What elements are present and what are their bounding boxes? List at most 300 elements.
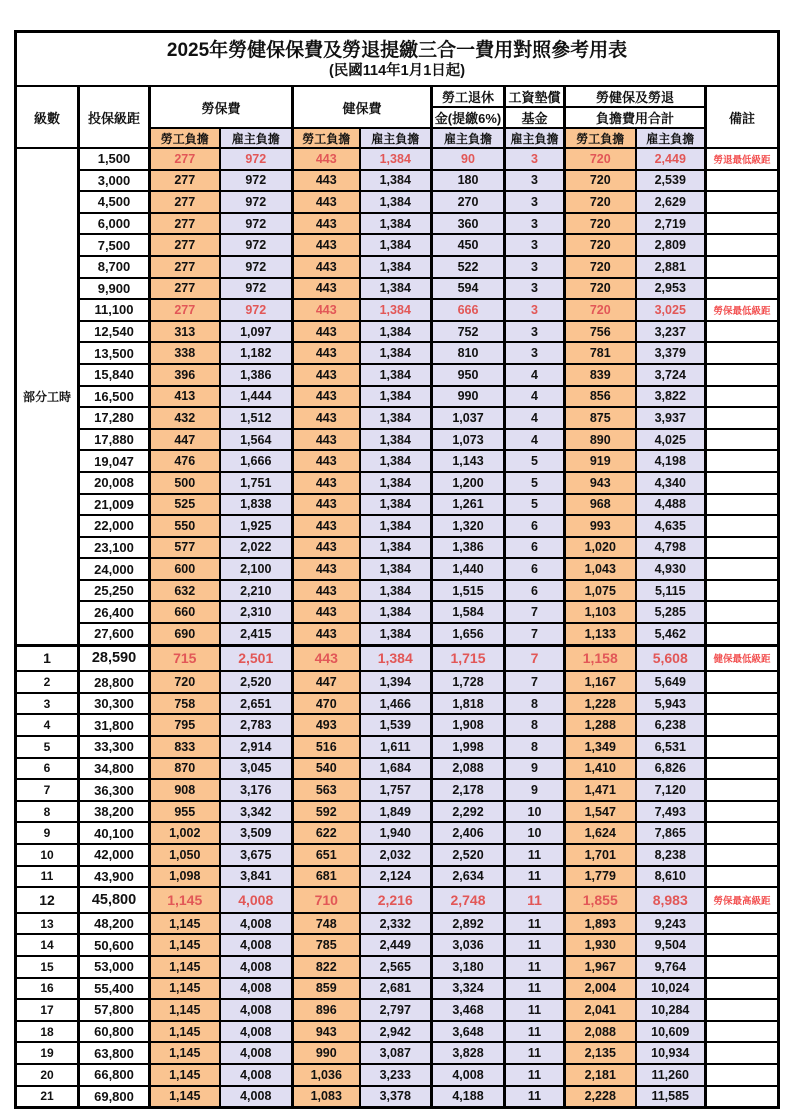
- cell-pension-employer: 1,998: [432, 736, 505, 758]
- cell-labor-employee: 833: [150, 736, 220, 758]
- table-row: [16, 1064, 779, 1086]
- cell-total-employee: 1,103: [565, 601, 636, 623]
- cell-pension-employer: 2,406: [432, 822, 505, 844]
- cell-labor-employer: 972: [220, 170, 293, 192]
- cell-health-employee: 563: [293, 779, 360, 801]
- cell-health-employee: 822: [293, 956, 360, 978]
- cell-bracket: 17,280: [79, 407, 150, 429]
- cell-remark: [706, 822, 779, 844]
- cell-total-employee: 1,075: [565, 580, 636, 602]
- cell-health-employer: 2,124: [360, 866, 432, 888]
- cell-bracket: 43,900: [79, 866, 150, 888]
- cell-labor-employee: 413: [150, 386, 220, 408]
- cell-bracket: 40,100: [79, 822, 150, 844]
- cell-fund-employer: 11: [505, 866, 565, 888]
- cell-total-employer: 2,449: [636, 148, 706, 170]
- cell-pension-employer: 1,261: [432, 494, 505, 516]
- cell-health-employer: 1,384: [360, 256, 432, 278]
- table-row: [16, 956, 779, 978]
- cell-pension-employer: 2,892: [432, 913, 505, 935]
- table-row: [16, 623, 779, 645]
- cell-remark: [706, 714, 779, 736]
- cell-health-employee: 443: [293, 386, 360, 408]
- cell-health-employer: 2,797: [360, 999, 432, 1021]
- cell-fund-employer: 7: [505, 601, 565, 623]
- table-row: [16, 779, 779, 801]
- table-row: [16, 1086, 779, 1108]
- cell-total-employer: 8,610: [636, 866, 706, 888]
- cell-health-employer: 1,384: [360, 515, 432, 537]
- cell-remark: [706, 256, 779, 278]
- cell-health-employer: 1,384: [360, 494, 432, 516]
- col-header-health-insurance: 健保費: [293, 86, 432, 128]
- header-row-1: [16, 86, 779, 107]
- cell-health-employer: 1,684: [360, 758, 432, 780]
- cell-labor-employer: 2,210: [220, 580, 293, 602]
- cell-bracket: 23,100: [79, 537, 150, 559]
- cell-labor-employer: 972: [220, 299, 293, 321]
- cell-labor-employee: 277: [150, 278, 220, 300]
- cell-labor-employer: 972: [220, 148, 293, 170]
- cell-labor-employee: 1,050: [150, 844, 220, 866]
- cell-total-employee: 1,410: [565, 758, 636, 780]
- cell-remark: [706, 407, 779, 429]
- cell-remark: [706, 1086, 779, 1108]
- cell-bracket: 3,000: [79, 170, 150, 192]
- cell-bracket: 9,900: [79, 278, 150, 300]
- cell-health-employee: 443: [293, 278, 360, 300]
- cell-bracket: 21,009: [79, 494, 150, 516]
- cell-fund-employer: 6: [505, 558, 565, 580]
- table-row: [16, 386, 779, 408]
- cell-labor-employer: 1,564: [220, 429, 293, 451]
- cell-total-employer: 10,024: [636, 978, 706, 1000]
- table-row: [16, 234, 779, 256]
- cell-bracket: 63,800: [79, 1042, 150, 1064]
- cell-health-employer: 1,384: [360, 148, 432, 170]
- table-row: [16, 191, 779, 213]
- cell-total-employer: 7,865: [636, 822, 706, 844]
- cell-health-employer: 2,216: [360, 887, 432, 913]
- cell-bracket: 19,047: [79, 450, 150, 472]
- cell-remark: 勞退最低級距: [706, 148, 779, 170]
- cell-total-employer: 3,937: [636, 407, 706, 429]
- cell-labor-employer: 2,914: [220, 736, 293, 758]
- cell-bracket: 69,800: [79, 1086, 150, 1108]
- cell-fund-employer: 3: [505, 278, 565, 300]
- cell-health-employer: 1,940: [360, 822, 432, 844]
- col-header-bracket: 投保級距: [79, 86, 150, 148]
- subheader-labor-employee: 勞工負擔: [150, 128, 220, 148]
- cell-bracket: 20,008: [79, 472, 150, 494]
- cell-labor-employer: 972: [220, 278, 293, 300]
- cell-labor-employee: 1,145: [150, 1042, 220, 1064]
- cell-remark: [706, 956, 779, 978]
- cell-fund-employer: 5: [505, 472, 565, 494]
- cell-remark: [706, 278, 779, 300]
- cell-pension-employer: 1,200: [432, 472, 505, 494]
- cell-total-employer: 3,822: [636, 386, 706, 408]
- cell-remark: [706, 213, 779, 235]
- cell-bracket: 38,200: [79, 801, 150, 823]
- cell-remark: [706, 978, 779, 1000]
- cell-labor-employee: 1,002: [150, 822, 220, 844]
- cell-health-employer: 1,384: [360, 386, 432, 408]
- cell-total-employer: 2,809: [636, 234, 706, 256]
- cell-labor-employee: 577: [150, 537, 220, 559]
- cell-health-employer: 1,384: [360, 299, 432, 321]
- table-row: [16, 1042, 779, 1064]
- cell-fund-employer: 3: [505, 170, 565, 192]
- cell-level: 2: [16, 671, 79, 693]
- cell-bracket: 55,400: [79, 978, 150, 1000]
- cell-total-employer: 6,531: [636, 736, 706, 758]
- cell-health-employer: 2,449: [360, 934, 432, 956]
- cell-health-employer: 2,332: [360, 913, 432, 935]
- cell-health-employee: 443: [293, 537, 360, 559]
- cell-health-employee: 443: [293, 299, 360, 321]
- cell-level: 18: [16, 1021, 79, 1043]
- cell-pension-employer: 990: [432, 386, 505, 408]
- cell-labor-employee: 277: [150, 148, 220, 170]
- cell-total-employee: 2,088: [565, 1021, 636, 1043]
- table-row: [16, 472, 779, 494]
- cell-level: 16: [16, 978, 79, 1000]
- cell-health-employee: 1,083: [293, 1086, 360, 1108]
- cell-bracket: 7,500: [79, 234, 150, 256]
- cell-bracket: 57,800: [79, 999, 150, 1021]
- table-row: [16, 148, 779, 170]
- cell-level: 15: [16, 956, 79, 978]
- cell-level: 3: [16, 693, 79, 715]
- cell-fund-employer: 8: [505, 736, 565, 758]
- cell-labor-employer: 4,008: [220, 1042, 293, 1064]
- cell-fund-employer: 7: [505, 645, 565, 671]
- cell-pension-employer: 752: [432, 321, 505, 343]
- cell-total-employer: 7,120: [636, 779, 706, 801]
- cell-pension-employer: 2,178: [432, 779, 505, 801]
- cell-level: 1: [16, 645, 79, 671]
- table-row: [16, 758, 779, 780]
- cell-fund-employer: 4: [505, 429, 565, 451]
- cell-labor-employer: 4,008: [220, 1064, 293, 1086]
- cell-pension-employer: 1,320: [432, 515, 505, 537]
- cell-bracket: 24,000: [79, 558, 150, 580]
- cell-health-employee: 443: [293, 213, 360, 235]
- cell-fund-employer: 3: [505, 234, 565, 256]
- cell-pension-employer: 3,036: [432, 934, 505, 956]
- cell-bracket: 34,800: [79, 758, 150, 780]
- cell-labor-employee: 500: [150, 472, 220, 494]
- cell-pension-employer: 950: [432, 364, 505, 386]
- cell-total-employer: 5,462: [636, 623, 706, 645]
- cell-total-employee: 890: [565, 429, 636, 451]
- cell-health-employer: 2,681: [360, 978, 432, 1000]
- cell-remark: [706, 537, 779, 559]
- cell-pension-employer: 270: [432, 191, 505, 213]
- table-row: [16, 866, 779, 888]
- cell-labor-employer: 972: [220, 213, 293, 235]
- cell-health-employer: 1,611: [360, 736, 432, 758]
- cell-total-employer: 5,115: [636, 580, 706, 602]
- cell-total-employer: 11,260: [636, 1064, 706, 1086]
- cell-labor-employee: 955: [150, 801, 220, 823]
- cell-total-employer: 3,379: [636, 342, 706, 364]
- cell-labor-employee: 1,145: [150, 1064, 220, 1086]
- cell-total-employer: 2,629: [636, 191, 706, 213]
- cell-labor-employer: 1,751: [220, 472, 293, 494]
- cell-health-employee: 710: [293, 887, 360, 913]
- cell-health-employee: 443: [293, 623, 360, 645]
- cell-total-employee: 1,167: [565, 671, 636, 693]
- cell-labor-employer: 3,045: [220, 758, 293, 780]
- cell-pension-employer: 1,656: [432, 623, 505, 645]
- cell-total-employer: 10,284: [636, 999, 706, 1021]
- cell-level: 14: [16, 934, 79, 956]
- cell-pension-employer: 1,073: [432, 429, 505, 451]
- cell-labor-employee: 660: [150, 601, 220, 623]
- cell-total-employee: 1,893: [565, 913, 636, 935]
- cell-total-employee: 1,701: [565, 844, 636, 866]
- cell-total-employee: 1,288: [565, 714, 636, 736]
- cell-bracket: 15,840: [79, 364, 150, 386]
- cell-health-employee: 516: [293, 736, 360, 758]
- cell-health-employer: 1,384: [360, 472, 432, 494]
- premium-reference-table: [14, 30, 780, 1109]
- cell-labor-employee: 1,145: [150, 913, 220, 935]
- cell-labor-employee: 715: [150, 645, 220, 671]
- cell-labor-employer: 4,008: [220, 956, 293, 978]
- cell-fund-employer: 11: [505, 913, 565, 935]
- cell-health-employer: 1,384: [360, 623, 432, 645]
- cell-total-employer: 9,764: [636, 956, 706, 978]
- cell-total-employee: 875: [565, 407, 636, 429]
- cell-fund-employer: 3: [505, 191, 565, 213]
- cell-health-employer: 1,384: [360, 321, 432, 343]
- table-row: [16, 342, 779, 364]
- cell-health-employee: 447: [293, 671, 360, 693]
- cell-total-employee: 781: [565, 342, 636, 364]
- cell-bracket: 36,300: [79, 779, 150, 801]
- cell-health-employee: 443: [293, 450, 360, 472]
- cell-fund-employer: 3: [505, 299, 565, 321]
- cell-fund-employer: 9: [505, 779, 565, 801]
- cell-bracket: 60,800: [79, 1021, 150, 1043]
- cell-labor-employee: 432: [150, 407, 220, 429]
- cell-remark: [706, 234, 779, 256]
- cell-bracket: 1,500: [79, 148, 150, 170]
- cell-remark: 健保最低級距: [706, 645, 779, 671]
- cell-total-employee: 968: [565, 494, 636, 516]
- cell-bracket: 33,300: [79, 736, 150, 758]
- cell-remark: [706, 758, 779, 780]
- cell-level: 11: [16, 866, 79, 888]
- cell-remark: [706, 515, 779, 537]
- cell-health-employer: 1,394: [360, 671, 432, 693]
- cell-health-employee: 748: [293, 913, 360, 935]
- cell-health-employee: 443: [293, 148, 360, 170]
- col-header-pension-line1: 勞工退休: [432, 86, 505, 107]
- col-header-fund-line2: 基金: [505, 107, 565, 128]
- cell-pension-employer: 2,088: [432, 758, 505, 780]
- cell-health-employee: 443: [293, 321, 360, 343]
- cell-fund-employer: 3: [505, 213, 565, 235]
- cell-total-employer: 6,826: [636, 758, 706, 780]
- cell-total-employee: 720: [565, 278, 636, 300]
- cell-fund-employer: 5: [505, 450, 565, 472]
- cell-labor-employer: 1,182: [220, 342, 293, 364]
- cell-bracket: 42,000: [79, 844, 150, 866]
- premium-table: [14, 30, 780, 1109]
- cell-labor-employer: 2,783: [220, 714, 293, 736]
- cell-fund-employer: 11: [505, 978, 565, 1000]
- cell-labor-employer: 4,008: [220, 1086, 293, 1108]
- cell-health-employer: 1,384: [360, 601, 432, 623]
- cell-labor-employer: 2,520: [220, 671, 293, 693]
- page-title: 2025年勞健保保費及勞退提繳三合一費用對照參考用表: [166, 40, 628, 62]
- table-row: [16, 429, 779, 451]
- cell-health-employer: 1,384: [360, 170, 432, 192]
- cell-remark: [706, 601, 779, 623]
- table-row: [16, 450, 779, 472]
- cell-level: 5: [16, 736, 79, 758]
- cell-total-employer: 4,340: [636, 472, 706, 494]
- table-row: [16, 601, 779, 623]
- cell-pension-employer: 4,188: [432, 1086, 505, 1108]
- cell-total-employer: 10,609: [636, 1021, 706, 1043]
- cell-health-employer: 1,849: [360, 801, 432, 823]
- cell-remark: [706, 580, 779, 602]
- cell-fund-employer: 3: [505, 256, 565, 278]
- cell-health-employer: 1,384: [360, 450, 432, 472]
- cell-labor-employee: 870: [150, 758, 220, 780]
- cell-bracket: 45,800: [79, 887, 150, 913]
- cell-total-employer: 4,025: [636, 429, 706, 451]
- cell-fund-employer: 3: [505, 321, 565, 343]
- cell-total-employee: 919: [565, 450, 636, 472]
- cell-total-employer: 3,724: [636, 364, 706, 386]
- cell-pension-employer: 3,648: [432, 1021, 505, 1043]
- cell-total-employer: 11,585: [636, 1086, 706, 1108]
- table-row: [16, 256, 779, 278]
- subheader-total-employee: 勞工負擔: [565, 128, 636, 148]
- cell-total-employee: 2,004: [565, 978, 636, 1000]
- cell-fund-employer: 8: [505, 693, 565, 715]
- cell-total-employee: 1,779: [565, 866, 636, 888]
- cell-total-employee: 720: [565, 148, 636, 170]
- cell-labor-employer: 4,008: [220, 913, 293, 935]
- cell-total-employee: 720: [565, 213, 636, 235]
- cell-bracket: 6,000: [79, 213, 150, 235]
- cell-health-employee: 1,036: [293, 1064, 360, 1086]
- cell-fund-employer: 6: [505, 580, 565, 602]
- cell-bracket: 27,600: [79, 623, 150, 645]
- table-row: [16, 364, 779, 386]
- cell-total-employer: 2,881: [636, 256, 706, 278]
- cell-total-employer: 10,934: [636, 1042, 706, 1064]
- cell-labor-employer: 3,675: [220, 844, 293, 866]
- cell-health-employer: 1,384: [360, 278, 432, 300]
- table-row: [16, 299, 779, 321]
- cell-bracket: 4,500: [79, 191, 150, 213]
- cell-remark: [706, 429, 779, 451]
- cell-remark: [706, 191, 779, 213]
- table-title-cell: [16, 32, 779, 87]
- cell-remark: [706, 999, 779, 1021]
- cell-total-employer: 2,719: [636, 213, 706, 235]
- cell-health-employee: 443: [293, 645, 360, 671]
- table-row: [16, 999, 779, 1021]
- cell-level: 12: [16, 887, 79, 913]
- cell-health-employee: 990: [293, 1042, 360, 1064]
- cell-pension-employer: 1,515: [432, 580, 505, 602]
- table-row: [16, 934, 779, 956]
- col-header-remark: 備註: [706, 86, 779, 148]
- cell-pension-employer: 594: [432, 278, 505, 300]
- cell-bracket: 22,000: [79, 515, 150, 537]
- table-row: [16, 978, 779, 1000]
- cell-labor-employee: 476: [150, 450, 220, 472]
- cell-bracket: 28,800: [79, 671, 150, 693]
- cell-health-employer: 1,539: [360, 714, 432, 736]
- cell-pension-employer: 90: [432, 148, 505, 170]
- table-row: [16, 321, 779, 343]
- cell-total-employee: 1,043: [565, 558, 636, 580]
- cell-pension-employer: 1,143: [432, 450, 505, 472]
- cell-remark: [706, 693, 779, 715]
- cell-pension-employer: 3,468: [432, 999, 505, 1021]
- cell-pension-employer: 1,818: [432, 693, 505, 715]
- cell-fund-employer: 9: [505, 758, 565, 780]
- cell-labor-employer: 3,509: [220, 822, 293, 844]
- cell-level: 10: [16, 844, 79, 866]
- cell-total-employee: 1,855: [565, 887, 636, 913]
- cell-health-employer: 1,384: [360, 407, 432, 429]
- cell-health-employer: 1,384: [360, 429, 432, 451]
- cell-labor-employer: 1,386: [220, 364, 293, 386]
- cell-total-employee: 943: [565, 472, 636, 494]
- cell-labor-employee: 338: [150, 342, 220, 364]
- cell-labor-employee: 550: [150, 515, 220, 537]
- cell-health-employer: 1,384: [360, 558, 432, 580]
- cell-labor-employer: 4,008: [220, 887, 293, 913]
- cell-remark: [706, 866, 779, 888]
- cell-total-employee: 720: [565, 299, 636, 321]
- cell-fund-employer: 11: [505, 1042, 565, 1064]
- cell-level: 19: [16, 1042, 79, 1064]
- cell-total-employer: 9,243: [636, 913, 706, 935]
- cell-bracket: 25,250: [79, 580, 150, 602]
- cell-labor-employee: 1,098: [150, 866, 220, 888]
- cell-total-employer: 5,285: [636, 601, 706, 623]
- cell-labor-employer: 1,097: [220, 321, 293, 343]
- cell-remark: [706, 494, 779, 516]
- cell-total-employer: 9,504: [636, 934, 706, 956]
- table-row: [16, 537, 779, 559]
- cell-total-employee: 720: [565, 234, 636, 256]
- table-row: [16, 822, 779, 844]
- cell-labor-employer: 4,008: [220, 934, 293, 956]
- table-row: [16, 213, 779, 235]
- cell-health-employee: 443: [293, 429, 360, 451]
- col-header-pension-line2: 金(提繳6%): [432, 107, 505, 128]
- table-row: [16, 494, 779, 516]
- cell-labor-employee: 277: [150, 299, 220, 321]
- cell-pension-employer: 666: [432, 299, 505, 321]
- cell-health-employee: 540: [293, 758, 360, 780]
- cell-bracket: 26,400: [79, 601, 150, 623]
- cell-health-employee: 443: [293, 494, 360, 516]
